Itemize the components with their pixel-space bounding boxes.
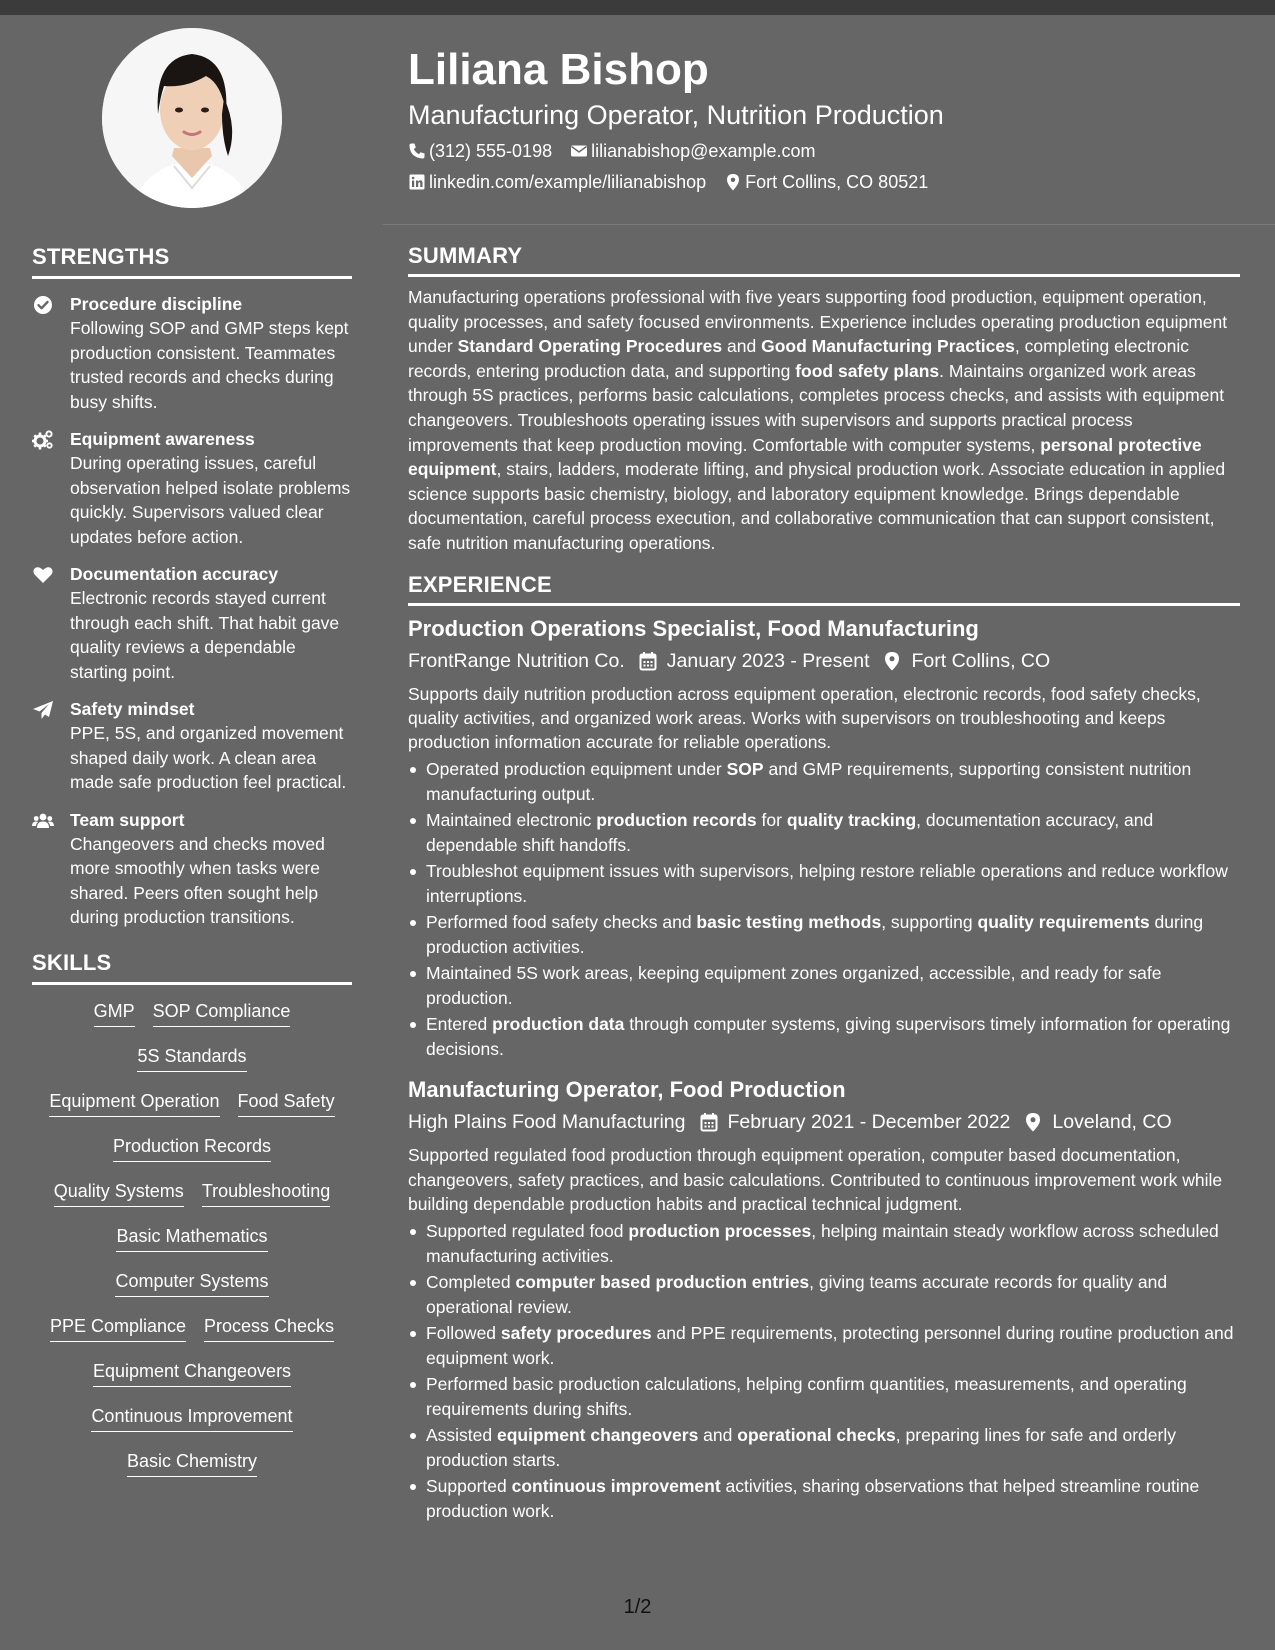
bullet-item: Performed food safety checks and basic testing methods, supporting quality requirements during production activities. [408, 910, 1240, 959]
job-title: Manufacturing Operator, Food Production [408, 1077, 846, 1103]
strength-item [32, 697, 352, 795]
main-column [408, 243, 1240, 1525]
strength-text: Electronic records stayed current through each shift. That habit gave quality reviews a dependable starting point. [70, 588, 340, 682]
bullet-item: Maintained electronic production records for quality tracking, documentation accuracy, and dependable shift handoffs. [408, 808, 1240, 857]
skills-list [32, 999, 352, 1494]
map-pin-icon [1024, 1112, 1042, 1132]
summary-heading: SUMMARY [408, 243, 1240, 277]
skill-tag: Food Safety [238, 1089, 335, 1117]
bullet-item: Supported regulated food production processes, helping maintain steady workflow across scheduled manufacturing activities. [408, 1219, 1240, 1268]
strength-item [32, 562, 352, 684]
job-title: Production Operations Specialist, Food Manufacturing [408, 615, 979, 641]
skill-tag: PPE Compliance [50, 1314, 186, 1342]
skill-tag: Basic Mathematics [116, 1224, 267, 1252]
left-column [32, 28, 352, 1494]
phone-icon [408, 142, 426, 160]
skill-tag: Computer Systems [115, 1269, 268, 1297]
bullet-item: Entered production data through computer systems, giving supervisors timely information for operating decisions. [408, 1012, 1240, 1061]
heart-icon [32, 562, 70, 684]
bullet-item: Operated production equipment under SOP and GMP requirements, supporting consistent nutrition manufacturing output. [408, 757, 1240, 806]
strength-title: Team support [70, 809, 185, 830]
job-description: Supported regulated food production through equipment operation, computer based documentation, changeovers, safety practices, and basic calculations. Contributed to continuous improvement work while building dependable production habits and practical technical judgment. [408, 1145, 1223, 1215]
bullet-item: Assisted equipment changeovers and operational checks, preparing lines for safe and orderly production starts. [408, 1423, 1240, 1472]
skill-tag: Troubleshooting [202, 1179, 330, 1207]
experience-heading: EXPERIENCE [408, 572, 1240, 606]
job-entry [408, 614, 1240, 1062]
avatar [102, 28, 282, 208]
job-meta [408, 1107, 1240, 1137]
skill-tag: GMP [94, 999, 135, 1027]
map-pin-icon [883, 651, 901, 671]
strength-text: During operating issues, careful observation helped isolate problems quickly. Supervisors valued clear updates before action. [70, 453, 351, 547]
skill-tag: Process Checks [204, 1314, 334, 1342]
phone-contact[interactable] [408, 139, 552, 163]
company-name: FrontRange Nutrition Co. [408, 649, 625, 672]
map-pin-icon [724, 173, 742, 191]
bullet-item: Troubleshot equipment issues with supervisors, helping restore reliable operations and reduce workflow interruptions. [408, 859, 1240, 908]
job-dates: January 2023 - Present [666, 649, 870, 672]
summary-text: Manufacturing operations professional with five years supporting food production, equipment operation, quality processes, and safety focused environments. Experience includes operating production equipment under Standard Operating Procedures and Good Manufacturing Practices, completing electronic records, entering production data, and supporting food safety plans. Maintains organized work areas through 5S practices, performs basic calculations, completes process checks, and assists with equipment changeovers. Troubleshoots operating issues with supervisors and supports practical process improvements that keep production moving. Comfortable with computer systems, personal protective equipment, stairs, ladders, moderate lifting, and physical production work. Associate education in applied science supports basic chemistry, biology, and laboratory equipment knowledge. Brings dependable documentation, careful process execution, and collaborative communication that can support consistent, safe nutrition manufacturing operations. [408, 287, 1228, 553]
job-bullets [408, 1219, 1240, 1523]
header-divider [383, 224, 1275, 225]
job-meta [408, 646, 1240, 676]
strength-title: Safety mindset [70, 699, 195, 719]
linkedin-url: linkedin.com/example/lilianabishop [429, 172, 707, 192]
skill-tag: Production Records [113, 1134, 271, 1162]
paper-plane-icon [32, 697, 70, 795]
job-location: Loveland, CO [1052, 1111, 1172, 1134]
resume-header [408, 44, 1238, 194]
strength-text: Following SOP and GMP steps kept production consistent. Teammates trusted records and checks during busy shifts. [70, 318, 349, 412]
job-location: Fort Collins, CO [911, 649, 1051, 672]
page-number: 1/2 [623, 1596, 652, 1618]
bullet-item: Performed basic production calculations, helping confirm quantities, measurements, and operating requirements during shifts. [408, 1372, 1240, 1421]
skill-tag: SOP Compliance [153, 999, 291, 1027]
job-entry [408, 1075, 1240, 1523]
linkedin-contact[interactable] [408, 170, 706, 194]
strength-item [32, 808, 352, 930]
strength-title: Equipment awareness [70, 429, 255, 449]
skill-tag: Basic Chemistry [127, 1449, 257, 1477]
location-contact [724, 170, 928, 194]
location-text: Fort Collins, CO 80521 [745, 172, 929, 192]
check-circle-icon [32, 292, 70, 414]
skills-heading: SKILLS [32, 950, 352, 985]
skill-tag: 5S Standards [137, 1044, 246, 1072]
email-address: lilianabishop@example.com [591, 141, 816, 161]
strength-title: Documentation accuracy [70, 564, 279, 584]
strength-item [32, 292, 352, 414]
bullet-item: Completed computer based production entries, giving teams accurate records for quality and operational review. [408, 1270, 1240, 1319]
phone-number: (312) 555-0198 [429, 141, 553, 161]
bullet-item: Maintained 5S work areas, keeping equipment zones organized, accessible, and ready for safe production. [408, 961, 1240, 1010]
skill-tag: Equipment Changeovers [93, 1359, 291, 1387]
calendar-icon [639, 651, 657, 671]
strength-text: Changeovers and checks moved more smoothly when tasks were shared. Peers often sought help during production transitions. [70, 833, 325, 927]
bullet-item: Followed safety procedures and PPE requirements, protecting personnel during routine production and equipment work. [408, 1321, 1240, 1370]
skill-tag: Quality Systems [54, 1179, 184, 1207]
job-bullets [408, 757, 1240, 1061]
company-name: High Plains Food Manufacturing [408, 1111, 686, 1134]
strengths-heading: STRENGTHS [32, 244, 352, 279]
skill-tag: Equipment Operation [49, 1089, 219, 1117]
email-contact[interactable] [570, 139, 815, 163]
calendar-icon [700, 1112, 718, 1132]
top-bar [0, 0, 1275, 15]
users-icon [32, 808, 70, 930]
gears-icon [32, 427, 70, 549]
bullet-item: Supported continuous improvement activities, sharing observations that helped streamline routine production work. [408, 1474, 1240, 1523]
skill-tag: Continuous Improvement [91, 1404, 292, 1432]
envelope-icon [570, 142, 588, 160]
linkedin-icon [408, 173, 426, 191]
job-description: Supports daily nutrition production across equipment operation, electronic records, food safety checks, quality activities, and organized work areas. Works with supervisors on troubleshooting and keeps production information accurate for reliable operations. [408, 683, 1201, 753]
strength-title: Procedure discipline [70, 294, 243, 314]
candidate-name: Liliana Bishop [408, 45, 709, 94]
strength-item [32, 427, 352, 549]
candidate-role: Manufacturing Operator, Nutrition Production [408, 100, 944, 130]
strength-text: PPE, 5S, and organized movement shaped daily work. A clean area made safe production feel practical. [70, 723, 347, 792]
job-dates: February 2021 - December 2022 [727, 1111, 1011, 1134]
